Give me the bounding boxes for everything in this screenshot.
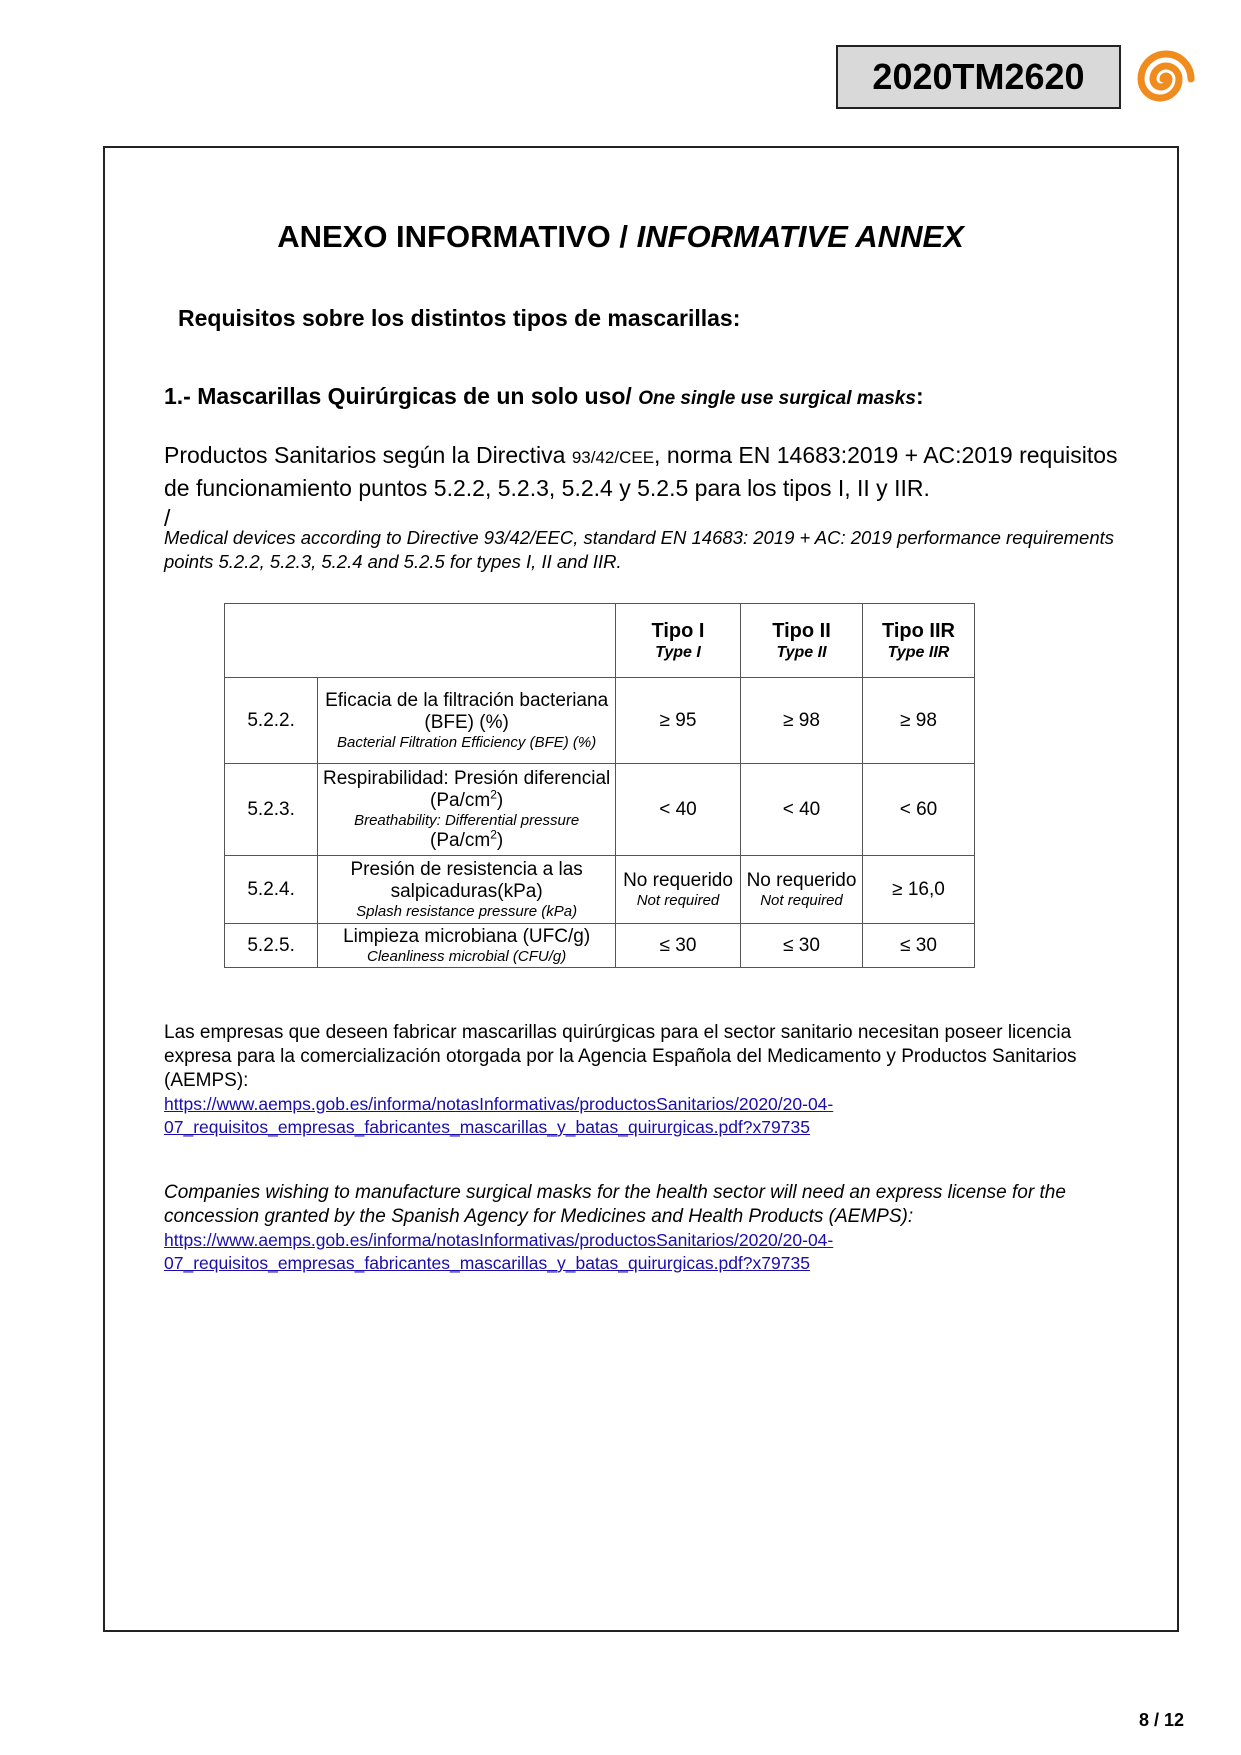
header-type-ii: Tipo II Type II xyxy=(741,604,863,678)
value-type-i: ≤ 30 xyxy=(616,924,741,968)
header-type-iir: Tipo IIR Type IIR xyxy=(863,604,975,678)
row-description: Presión de resistencia a las salpicaduras(kPa) Splash resistance pressure (kPa) xyxy=(318,856,616,924)
table-row xyxy=(225,924,975,968)
page-number: 8 / 12 xyxy=(1139,1710,1185,1730)
paragraph-english: Medical devices according to Directive 93/42/EEC, standard EN 14683: 2019 + AC: 2019 performance requirements points 5.2.2, 5.2.3, 5.2.4 and 5.2.5 for types I, II and IIR. xyxy=(164,527,1115,572)
aemps-link-es[interactable]: https://www.aemps.gob.es/informa/notasInformativas/productosSanitarios/2020/20-04- 07_requisitos_empresas_fabricantes_mascarillas_y_batas_quirurgicas.pdf?x79735 xyxy=(164,1094,834,1137)
table-header-row xyxy=(225,604,975,678)
requirements-subtitle: Requisitos sobre los distintos tipos de mascarillas: xyxy=(178,305,741,331)
aemps-link-en[interactable]: https://www.aemps.gob.es/informa/notasInformativas/productosSanitarios/2020/20-04- 07_requisitos_empresas_fabricantes_mascarillas_y_batas_quirurgicas.pdf?x79735 xyxy=(164,1230,834,1273)
orange-spiral-icon xyxy=(1133,48,1199,110)
note-english: Companies wishing to manufacture surgical masks for the health sector will need an express license for the concession granted by the Spanish Agency for Medicines and Health Products (AEMPS): https://www.aemps.gob.es/informa/notasInformativas/productosSanitarios/2020/20-04- 07_requisitos_empresas_fabricantes_mascarillas_y_batas_quirurgicas.pdf?x79735 xyxy=(164,1181,1124,1275)
table-row xyxy=(225,678,975,764)
row-code: 5.2.2. xyxy=(225,678,318,764)
header-type-i: Tipo I Type I xyxy=(616,604,741,678)
value-type-ii: No requerido Not required xyxy=(741,856,863,924)
value-type-iir: ≥ 98 xyxy=(863,678,975,764)
table-row xyxy=(225,856,975,924)
value-type-i: ≥ 95 xyxy=(616,678,741,764)
value-type-ii: < 40 xyxy=(741,764,863,856)
value-type-iir: ≥ 16,0 xyxy=(863,856,975,924)
row-code: 5.2.5. xyxy=(225,924,318,968)
row-code: 5.2.3. xyxy=(225,764,318,856)
note-spanish: Las empresas que deseen fabricar mascarillas quirúrgicas para el sector sanitario necesitan poseer licencia expresa para la comercialización otorgada por la Agencia Española del Medicamento y Productos Sanitarios (AEMPS): https://www.aemps.gob.es/informa/notasInformativas/productosSanitarios/2020/20-04- 07_requisitos_empresas_fabricantes_mascarillas_y_batas_quirurgicas.pdf?x79735 xyxy=(164,1021,1124,1139)
value-type-ii: ≥ 98 xyxy=(741,678,863,764)
table-row xyxy=(225,764,975,856)
paragraph-spanish: Productos Sanitarios según la Directiva 93/42/CEE, norma EN 14683:2019 + AC:2019 requisitos de funcionamiento puntos 5.2.2, 5.2.3, 5.2.4 y 5.2.5 para los tipos I, II y IIR. / xyxy=(164,442,1118,531)
value-type-iir: ≤ 30 xyxy=(863,924,975,968)
annex-title: ANEXO INFORMATIVO / INFORMATIVE ANNEX xyxy=(277,219,964,254)
empty-header-cell xyxy=(225,604,616,678)
value-type-i: No requerido Not required xyxy=(616,856,741,924)
section-heading: 1.- Mascarillas Quirúrgicas de un solo uso/ One single use surgical masks: xyxy=(164,383,924,409)
value-type-iir: < 60 xyxy=(863,764,975,856)
row-code: 5.2.4. xyxy=(225,856,318,924)
row-description: Limpieza microbiana (UFC/g) Cleanliness microbial (CFU/g) xyxy=(318,924,616,968)
requirements-table xyxy=(224,603,975,968)
row-description: Eficacia de la filtración bacteriana (BFE) (%) Bacterial Filtration Efficiency (BFE) (%) xyxy=(318,678,616,764)
document-reference: 2020TM2620 xyxy=(836,45,1121,109)
value-type-ii: ≤ 30 xyxy=(741,924,863,968)
row-description: Respirabilidad: Presión diferencial $(Pa/cm^2)$ Breathability: Differential pressure $(Pa/cm^2)$ xyxy=(318,764,616,856)
value-type-i: < 40 xyxy=(616,764,741,856)
